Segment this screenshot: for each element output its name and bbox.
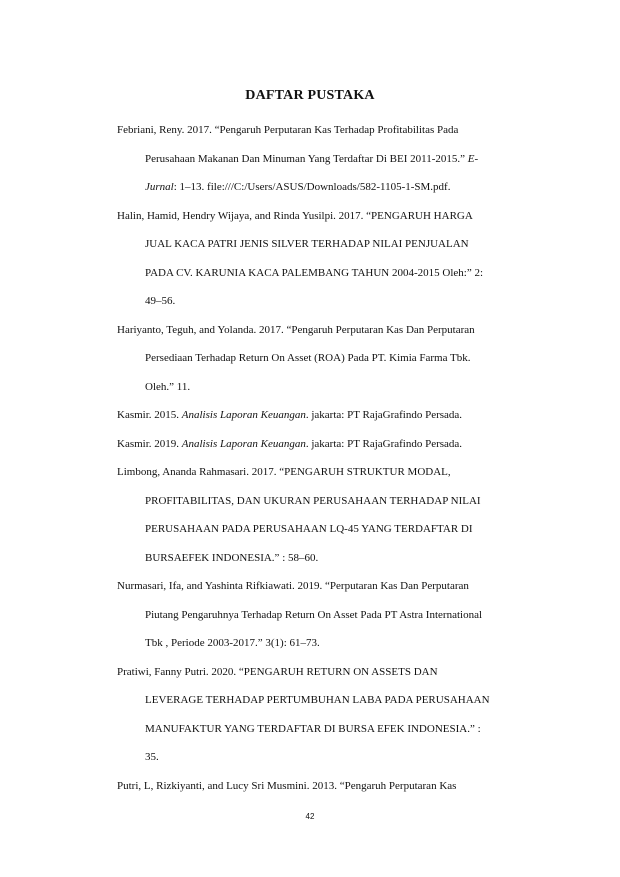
italic-title: Jurnal	[145, 181, 174, 193]
reference-line: JUAL KACA PATRI JENIS SILVER TERHADAP NILAI PENJUALAN	[145, 238, 469, 250]
reference-line: Piutang Pengaruhnya Terhadap Return On Asset Pada PT Astra International	[145, 609, 483, 621]
page-title: DAFTAR PUSTAKA	[245, 88, 375, 103]
reference-line: PADA CV. KARUNIA KACA PALEMBANG TAHUN 2004-2015 Oleh:” 2:	[145, 267, 484, 279]
reference-line: LEVERAGE TERHADAP PERTUMBUHAN LABA PADA PERUSAHAAN	[145, 694, 490, 706]
reference-line: Tbk , Periode 2003-2017.” 3(1): 61–73.	[145, 637, 320, 649]
reference-line: Nurmasari, Ifa, and Yashinta Rifkiawati. 2019. “Perputaran Kas Dan Perputaran	[117, 580, 469, 592]
reference-line: Putri, L, Rizkiyanti, and Lucy Sri Musmini. 2013. “Pengaruh Perputaran Kas	[117, 780, 457, 792]
page-number: 42	[305, 812, 315, 821]
reference-line: Persediaan Terhadap Return On Asset (ROA) Pada PT. Kimia Farma Tbk.	[145, 352, 471, 364]
reference-line: 35.	[145, 751, 159, 763]
reference-line: Kasmir. 2019. Analisis Laporan Keuangan. jakarta: PT RajaGrafindo Persada.	[117, 438, 463, 450]
reference-line: BURSAEFEK INDONESIA.” : 58–60.	[145, 552, 319, 564]
italic-title: Analisis Laporan Keuangan	[181, 409, 306, 421]
reference-line: Febriani, Reny. 2017. “Pengaruh Perputaran Kas Terhadap Profitabilitas Pada	[117, 124, 459, 136]
reference-line: Kasmir. 2015. Analisis Laporan Keuangan. jakarta: PT RajaGrafindo Persada.	[117, 409, 463, 421]
reference-line: MANUFAKTUR YANG TERDAFTAR DI BURSA EFEK INDONESIA.” :	[145, 723, 481, 735]
reference-line: Perusahaan Makanan Dan Minuman Yang Terdaftar Di BEI 2011-2015.” E-	[145, 153, 479, 165]
reference-line: Halin, Hamid, Hendry Wijaya, and Rinda Yusilpi. 2017. “PENGARUH HARGA	[117, 210, 473, 222]
reference-line: Oleh.” 11.	[145, 381, 191, 393]
reference-line: Limbong, Ananda Rahmasari. 2017. “PENGARUH STRUKTUR MODAL,	[117, 466, 451, 478]
reference-line: PROFITABILITAS, DAN UKURAN PERUSAHAAN TERHADAP NILAI	[145, 495, 481, 507]
reference-line: 49–56.	[145, 295, 176, 307]
italic-title: E-	[467, 153, 479, 165]
reference-line: Hariyanto, Teguh, and Yolanda. 2017. “Pengaruh Perputaran Kas Dan Perputaran	[117, 324, 475, 336]
reference-line: Jurnal: 1–13. file:///C:/Users/ASUS/Downloads/582-1105-1-SM.pdf.	[145, 181, 451, 193]
reference-line: PERUSAHAAN PADA PERUSAHAAN LQ-45 YANG TERDAFTAR DI	[145, 523, 473, 535]
italic-title: Analisis Laporan Keuangan	[181, 438, 306, 450]
reference-line: Pratiwi, Fanny Putri. 2020. “PENGARUH RETURN ON ASSETS DAN	[117, 666, 438, 678]
